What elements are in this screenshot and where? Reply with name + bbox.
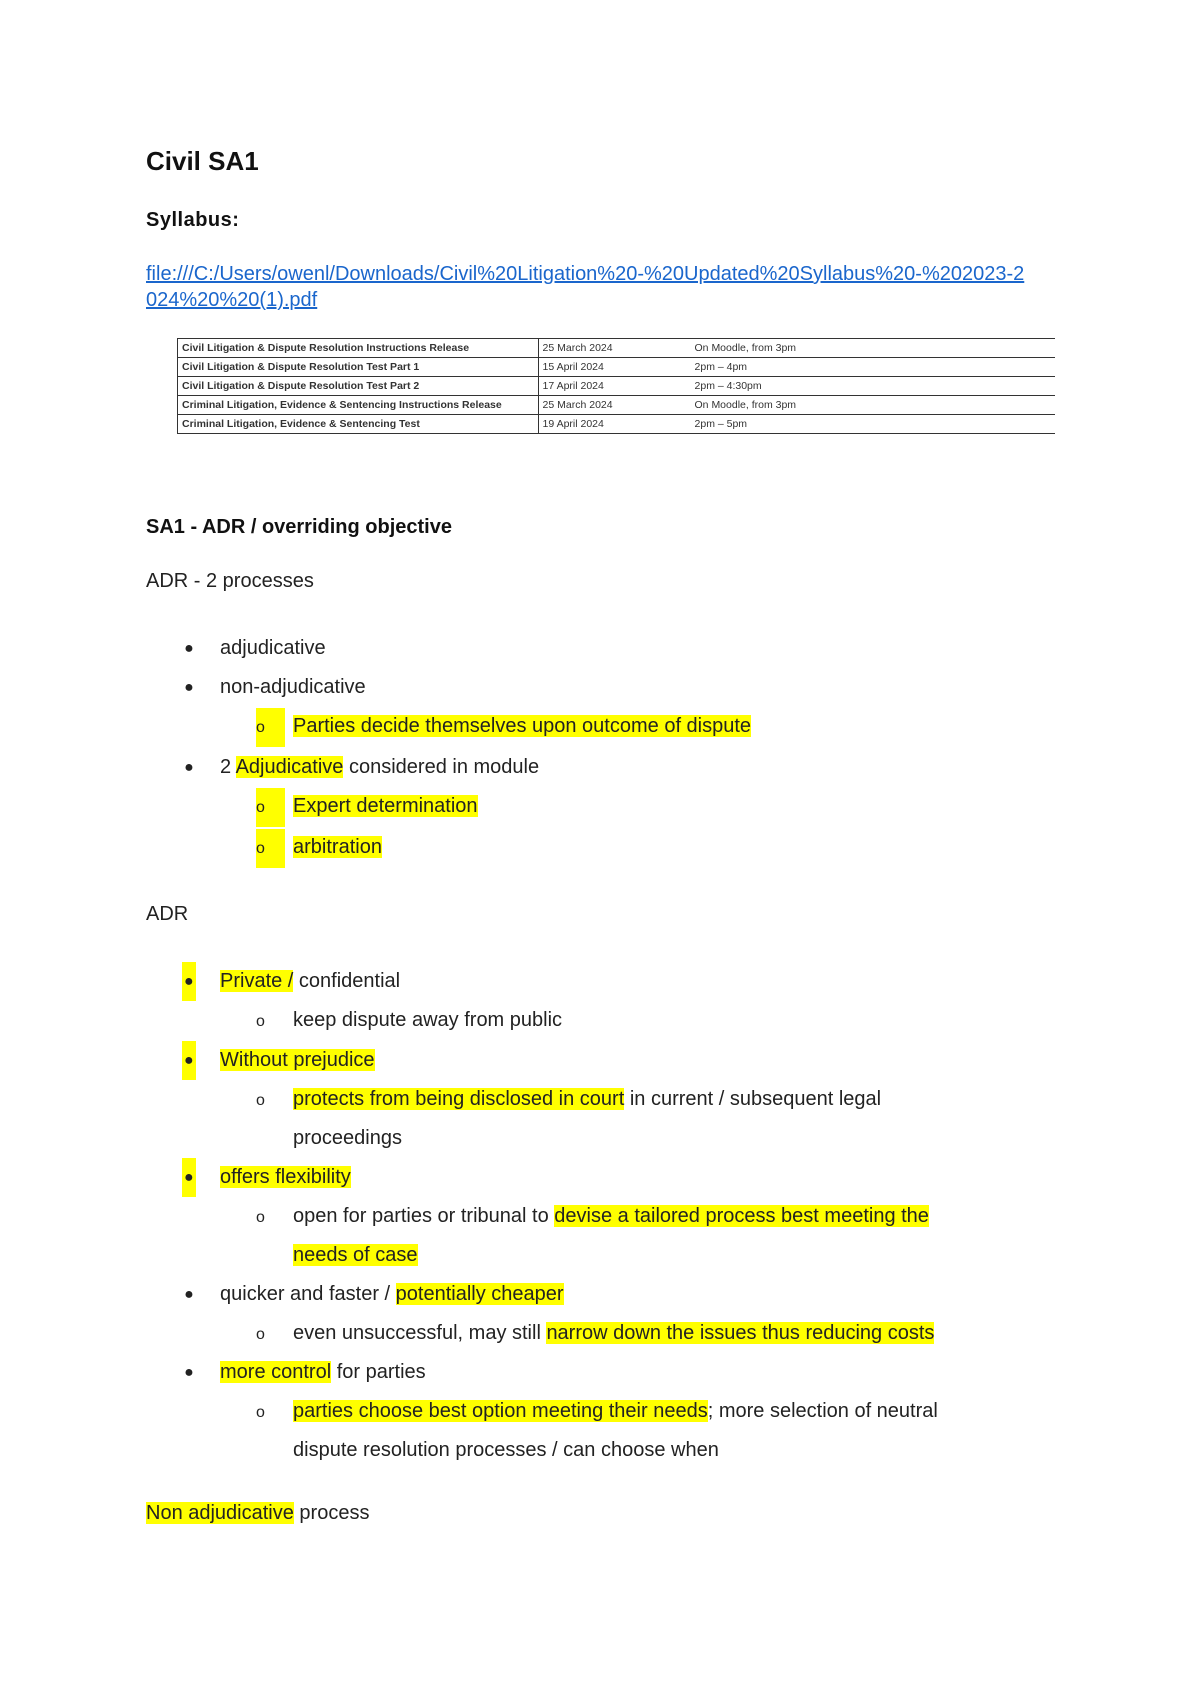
adr-heading: ADR: [146, 903, 189, 925]
item-text-highlighted: arbitration: [293, 836, 382, 858]
adr-benefits-list: [146, 962, 1046, 1470]
bullet-icon: ●: [184, 1286, 194, 1303]
item-text: 2: [220, 756, 236, 778]
sub-list-item: [146, 1314, 1046, 1353]
item-text-highlighted: narrow down the issues thus reducing costs: [546, 1322, 935, 1344]
date-cell: 25 March 2024: [542, 342, 613, 354]
sub-list-item: [146, 828, 1046, 867]
circle-bullet-icon: o: [256, 788, 285, 827]
list-item: [146, 1353, 1046, 1392]
event-cell: Civil Litigation & Dispute Resolution Test Part 1: [178, 358, 539, 377]
section-heading-sa1: SA1 - ADR / overriding objective: [146, 516, 452, 538]
item-text: adjudicative: [220, 637, 326, 659]
list-item: [146, 1041, 1046, 1080]
table-row: [178, 415, 1056, 434]
event-cell: Criminal Litigation, Evidence & Sentencing Instructions Release: [178, 396, 539, 415]
item-text: open for parties or tribunal to: [293, 1205, 555, 1227]
item-text-highlighted: Parties decide themselves upon outcome of dispute: [293, 715, 752, 737]
list-item: [146, 962, 1046, 1001]
item-text: ; more selection of neutral: [707, 1400, 938, 1422]
item-text: even unsuccessful, may still: [293, 1322, 547, 1344]
adr-process-list: [146, 629, 1046, 867]
item-text-highlighted: protects from being disclosed in court: [293, 1088, 625, 1110]
event-cell: Civil Litigation & Dispute Resolution Instructions Release: [178, 339, 539, 358]
non-adjudicative-paragraph: [146, 1502, 369, 1525]
item-text: keep dispute away from public: [293, 1009, 563, 1031]
date-cell: 19 April 2024: [542, 418, 604, 430]
list-item: [146, 748, 1046, 787]
circle-bullet-icon: o: [256, 829, 285, 868]
circle-bullet-icon: o: [256, 708, 285, 747]
event-cell: Civil Litigation & Dispute Resolution Test Part 2: [178, 377, 539, 396]
item-text-highlighted-continued: needs of case: [293, 1244, 418, 1266]
item-text: for parties: [331, 1361, 426, 1383]
item-text-highlighted: more control: [220, 1361, 332, 1383]
bullet-icon: ●: [184, 640, 194, 657]
item-text: considered in module: [343, 756, 540, 778]
sub-list-item: [146, 1392, 1046, 1470]
sub-list-item: [146, 1001, 1046, 1040]
item-text-continued: proceedings: [293, 1127, 402, 1149]
event-cell: Criminal Litigation, Evidence & Sentencing Test: [178, 415, 539, 434]
table-row: [178, 358, 1056, 377]
time-cell: 2pm – 4pm: [694, 361, 748, 373]
bullet-icon: ●: [184, 1364, 194, 1381]
item-text: confidential: [293, 970, 401, 992]
list-item: [146, 1158, 1046, 1197]
syllabus-link[interactable]: file:///C:/Users/owenl/Downloads/Civil%20Litigation%20-%20Updated%20Syllabus%20-%202023-2024%20%20(1).pdf: [146, 263, 1025, 311]
syllabus-label: Syllabus:: [146, 209, 240, 231]
item-text: in current / subsequent legal: [624, 1088, 882, 1110]
list-item: [146, 629, 1046, 668]
table-row: [178, 377, 1056, 396]
item-text-highlighted: potentially cheaper: [395, 1283, 564, 1305]
sub-list-item: [146, 1080, 1046, 1158]
item-text-highlighted: Private /: [220, 970, 294, 992]
item-text-highlighted: Expert determination: [293, 795, 478, 817]
date-cell: 15 April 2024: [542, 361, 604, 373]
bullet-icon: ●: [182, 1041, 196, 1080]
sub-list-item: [146, 1197, 1046, 1275]
item-text-highlighted: offers flexibility: [220, 1166, 351, 1188]
circle-bullet-icon: o: [256, 1013, 265, 1030]
item-text-highlighted: Without prejudice: [220, 1049, 375, 1071]
date-cell: 25 March 2024: [542, 399, 613, 411]
time-cell: 2pm – 5pm: [694, 418, 748, 430]
bullet-icon: ●: [184, 679, 194, 696]
time-cell: On Moodle, from 3pm: [694, 399, 797, 411]
item-text: process: [293, 1502, 370, 1524]
item-text: non-adjudicative: [220, 676, 366, 698]
circle-bullet-icon: o: [256, 1326, 265, 1343]
bullet-icon: ●: [182, 962, 196, 1001]
item-text: quicker and faster /: [220, 1283, 396, 1305]
item-text-highlighted: devise a tailored process best meeting the: [554, 1205, 929, 1227]
item-text-highlighted: Adjudicative: [235, 756, 344, 778]
bullet-icon: ●: [182, 1158, 196, 1197]
sub-list-item: [146, 787, 1046, 826]
list-item: [146, 1275, 1046, 1314]
time-cell: On Moodle, from 3pm: [694, 342, 797, 354]
bullet-icon: ●: [184, 759, 194, 776]
table-row: [178, 339, 1056, 358]
item-text-highlighted: Non adjudicative: [146, 1502, 294, 1524]
circle-bullet-icon: o: [256, 1092, 265, 1109]
intro-paragraph: ADR - 2 processes: [146, 570, 314, 592]
schedule-table: [177, 338, 1055, 434]
circle-bullet-icon: o: [256, 1404, 265, 1421]
date-cell: 17 April 2024: [542, 380, 604, 392]
list-item: [146, 668, 1046, 707]
sub-list-item: [146, 707, 1046, 746]
page-title: Civil SA1: [146, 146, 259, 176]
item-text-highlighted: parties choose best option meeting their needs: [293, 1400, 708, 1422]
table-row: [178, 396, 1056, 415]
time-cell: 2pm – 4:30pm: [694, 380, 762, 392]
circle-bullet-icon: o: [256, 1209, 265, 1226]
item-text-continued: dispute resolution processes / can choose when: [293, 1439, 719, 1461]
